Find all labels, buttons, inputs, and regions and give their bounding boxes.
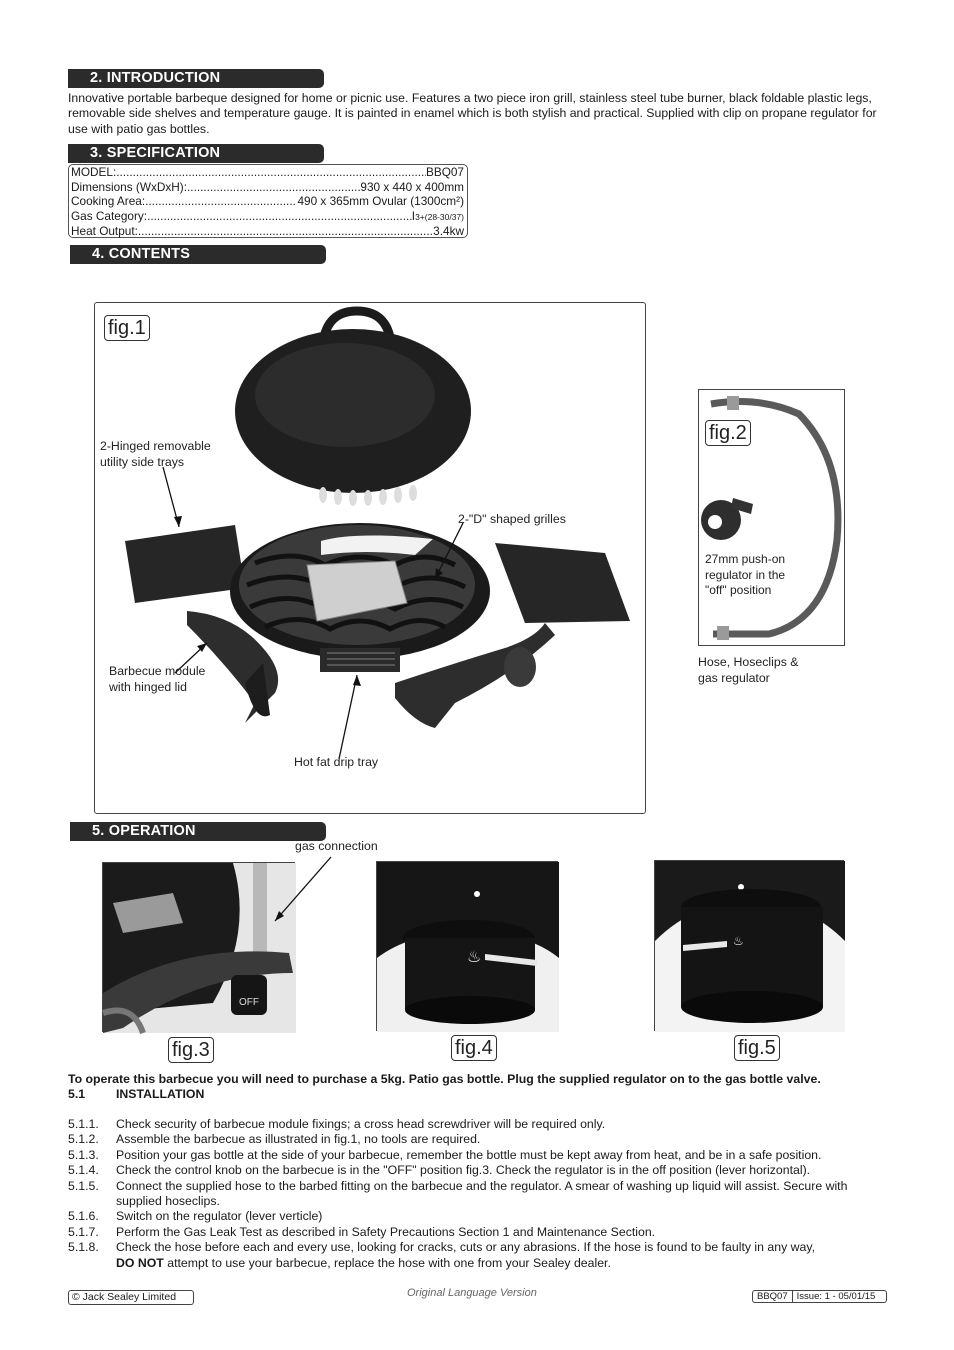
spec-value: 3.4kw <box>433 224 464 239</box>
fig1-frame <box>94 302 646 814</box>
callout-gas-connection: gas connection <box>295 839 378 853</box>
gas-connection-pointer <box>103 863 296 1033</box>
list-item: 5.1.4. Check the control knob on the barbecue is in the "OFF" position fig.3. Check the regulator is in the off position (lever horizontal). <box>68 1163 811 1178</box>
list-item: 5.1.8. Check the hose before each and every use, looking for cracks, cuts or any abrasions. If the hose is found to be faulty in any way, DO NOT attempt to use your barbecue, replace the hose with one from your Sealey dealer. <box>68 1240 816 1270</box>
spec-row-dimensions <box>71 180 464 195</box>
footer-copyright: © Jack Sealey Limited <box>68 1290 194 1305</box>
spec-value: 930 x 440 x 400mm <box>360 179 464 194</box>
footer-model-issue <box>752 1290 887 1303</box>
installation-number: 5.1 <box>68 1087 86 1101</box>
control-knob-photo <box>377 862 559 1032</box>
spec-label: MODEL: <box>71 165 117 179</box>
installation-title: INSTALLATION <box>116 1087 205 1101</box>
introduction-text: Innovative portable barbeque designed for home or picnic use. Features a two piece iron grill, stainless steel tube burner, black foldable plastic legs, removable side shelves and temperature gauge. It is painted in enamel which is both stylish and practical. Supplied with clip on propane regulator for use with patio gas bottles. <box>68 91 877 136</box>
spec-label: Gas Category: <box>71 208 148 223</box>
operation-heading: 5. OPERATION <box>70 822 326 841</box>
fig5-frame <box>654 860 844 1031</box>
fig3-frame <box>102 862 295 1032</box>
callout-side-trays: 2-Hinged removable utility side trays <box>100 439 211 469</box>
svg-text:♨: ♨ <box>467 947 482 966</box>
list-item: 5.1.5. Connect the supplied hose to the barbed fitting on the barbecue and the regulator. A smear of washing up liquid will assist. Secure with supplied hoseclips. <box>68 1178 848 1209</box>
knob-off-text: OFF <box>239 997 259 1008</box>
callout-regulator: 27mm push-on regulator in the "off" position <box>705 552 786 597</box>
specification-heading: 3. SPECIFICATION <box>68 144 324 163</box>
spec-value: BBQ07 <box>425 165 464 179</box>
spec-row-model <box>71 165 464 180</box>
list-item: 5.1.2. Assemble the barbecue as illustrated in fig.1, no tools are required. <box>68 1132 481 1147</box>
spec-value: I3+(28-30/37) <box>411 208 464 223</box>
contents-heading: 4. CONTENTS <box>70 245 326 264</box>
callout-barbecue-module: Barbecue module with hinged lid <box>109 664 206 694</box>
specification-table <box>68 164 468 238</box>
callout-grilles: 2-"D" shaped grilles <box>458 512 566 526</box>
spec-label: Cooking Area: <box>71 194 146 209</box>
footer-model: BBQ07 <box>753 1291 793 1302</box>
spec-row-gas-category <box>71 209 464 225</box>
spec-label: Dimensions (WxDxH): <box>71 179 188 194</box>
fig4-frame <box>376 861 558 1031</box>
list-item: 5.1.3. Position your gas bottle at the side of your barbecue, remember the bottle must be kept away from heat, and be in a safe position. <box>68 1147 822 1162</box>
spec-value-subscript: 3+(28-30/37) <box>415 211 464 222</box>
spec-row-heat-output <box>71 224 464 239</box>
footer-issue: Issue: 1 - 05/01/15 <box>796 1291 876 1302</box>
fig5-label: fig.5 <box>734 1035 780 1061</box>
list-item: 5.1.6. Switch on the regulator (lever verticle) <box>68 1209 323 1224</box>
regulator-off-photo <box>655 861 845 1032</box>
spec-label: Heat Output: <box>71 224 138 239</box>
footer-language-version: Original Language Version <box>407 1287 537 1299</box>
warning-do-not: DO NOT <box>116 1255 164 1270</box>
svg-text:♨: ♨ <box>733 934 744 948</box>
fig2-caption: Hose, Hoseclips & gas regulator <box>698 655 799 685</box>
installation-heading <box>68 1087 204 1102</box>
introduction-heading: 2. INTRODUCTION <box>68 69 324 88</box>
fig1-label: fig.1 <box>104 315 150 341</box>
list-item: 5.1.7. Perform the Gas Leak Test as described in Safety Precautions Section 1 and Maintenance Section. <box>68 1224 656 1239</box>
fig3-label: fig.3 <box>168 1037 214 1063</box>
fig2-label: fig.2 <box>705 420 751 446</box>
spec-row-cooking-area <box>71 194 464 209</box>
spec-value: 490 x 365mm Ovular (1300cm²) <box>297 194 464 209</box>
operation-intro: To operate this barbecue you will need to purchase a 5kg. Patio gas bottle. Plug the supplied regulator on to the gas bottle valve. <box>68 1072 821 1086</box>
fig4-label: fig.4 <box>451 1035 497 1061</box>
installation-steps <box>68 1117 888 1271</box>
list-item: 5.1.1. Check security of barbecue module fixings; a cross head screwdriver will be required only. <box>68 1117 606 1131</box>
callout-drip-tray: Hot fat drip tray <box>294 755 379 769</box>
barbecue-illustration <box>95 303 647 815</box>
